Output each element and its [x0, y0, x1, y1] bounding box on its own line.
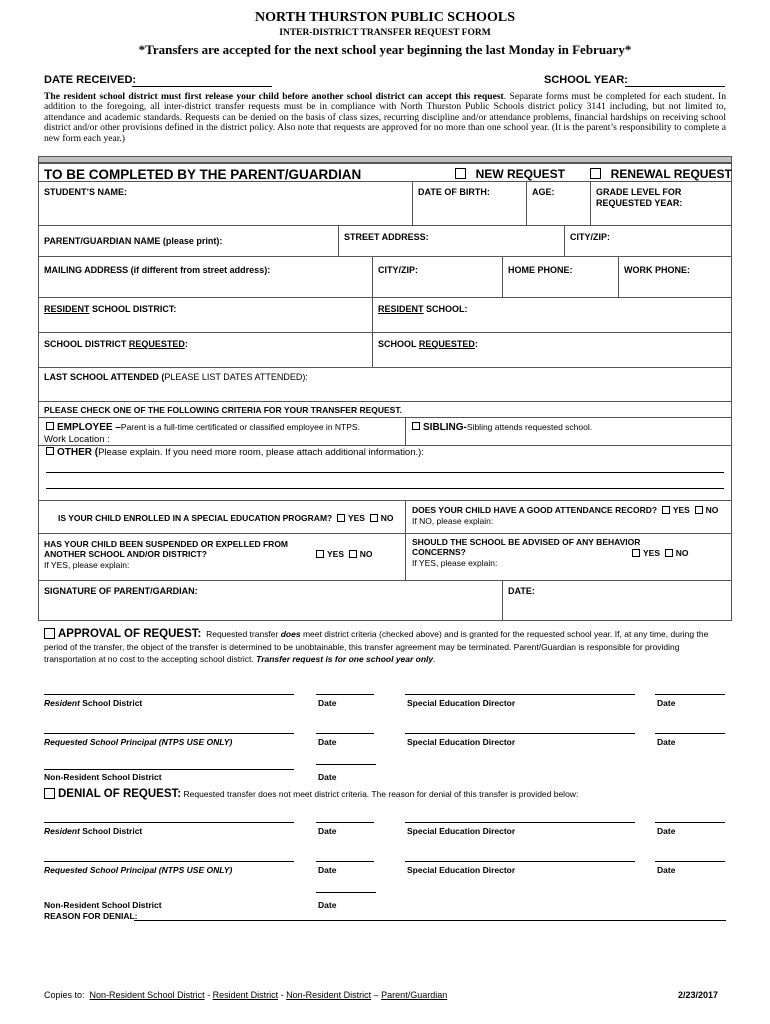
rule: [590, 181, 591, 225]
sibling-text: Sibling attends requested school.: [466, 422, 593, 432]
special-ed-question: [58, 513, 393, 524]
denial-principal-line[interactable]: [44, 861, 294, 862]
requested-underlined: REQUESTED: [128, 339, 185, 349]
approval-text-pre: Requested transfer: [206, 629, 281, 639]
district-requested-label[interactable]: [44, 339, 188, 350]
approval-one-year: Transfer request is for one school year only: [256, 654, 434, 664]
district-requested-post: :: [184, 339, 188, 349]
approval-text-end: .: [433, 654, 436, 664]
work-location-label[interactable]: Work Location :: [44, 434, 110, 445]
denial-date-label: Date: [318, 826, 337, 836]
if-yes-explain[interactable]: If YES, please explain:: [44, 560, 130, 570]
rule: [38, 445, 732, 446]
resident-underlined: RESIDENT: [44, 304, 90, 314]
denial-sped2-line[interactable]: [405, 861, 635, 862]
denial-paragraph: [44, 788, 728, 800]
intro-paragraph: [44, 92, 726, 144]
last-school-bold: LAST SCHOOL ATTENDED (: [44, 372, 165, 382]
approval-principal-date-label: Date: [318, 737, 337, 747]
rule: [502, 580, 503, 621]
yes-label: YES: [643, 548, 661, 558]
resident-rest: School District: [79, 826, 143, 836]
denial-sped2-date-line[interactable]: [655, 861, 725, 862]
denial-resident-line[interactable]: [44, 822, 294, 823]
rule: [38, 367, 732, 368]
renewal-request-checkbox[interactable]: [590, 168, 601, 179]
no-label: NO: [675, 548, 689, 558]
resident-school-label[interactable]: [378, 304, 468, 315]
district-requested-pre: SCHOOL DISTRICT: [44, 339, 129, 349]
employee-text: Parent is a full-time certificated or classified employee in NTPS.: [120, 422, 360, 432]
attendance-text: DOES YOUR CHILD HAVE A GOOD ATTENDANCE RECORD?: [412, 505, 658, 515]
last-school-label[interactable]: [44, 372, 308, 382]
if-yes-explain-2[interactable]: If YES, please explain:: [412, 558, 498, 568]
school-year-field[interactable]: [625, 86, 725, 87]
transfer-notice: *Transfers are accepted for the next school year beginning the last Monday in February*: [138, 42, 632, 57]
approval-sped2-date-label: Date: [657, 737, 676, 747]
approval-resident-date-line[interactable]: [316, 694, 374, 695]
denial-principal-date-line[interactable]: [316, 861, 374, 862]
approval-does: does: [280, 629, 301, 639]
reason-for-denial-line[interactable]: [134, 920, 726, 921]
rule: [405, 417, 406, 445]
behavior-yes-checkbox[interactable]: [632, 549, 640, 557]
approval-sped2-label: Special Education Director: [407, 737, 516, 747]
resident-underlined: RESIDENT: [378, 304, 424, 314]
signature-label[interactable]: SIGNATURE OF PARENT/GARDIAN:: [44, 586, 198, 596]
school-year-label: SCHOOL YEAR:: [544, 74, 628, 86]
parent-section-heading: TO BE COMPLETED BY THE PARENT/GUARDIAN: [44, 167, 362, 182]
denial-principal-label: Requested School Principal (NTPS USE ONLY): [44, 865, 233, 875]
approval-heading: APPROVAL OF REQUEST:: [58, 628, 202, 640]
yes-label: YES: [347, 513, 365, 523]
approval-nonresident-label: Non-Resident School District: [44, 772, 162, 782]
last-school-rest: PLEASE LIST DATES ATTENDED):: [164, 372, 308, 382]
rule: [38, 297, 732, 298]
resident-italic: Resident: [44, 826, 80, 836]
other-text: Please explain. If you need more room, please attach additional information.):: [98, 447, 424, 458]
other-line-1[interactable]: [46, 472, 724, 473]
denial-text: Requested transfer does not meet district criteria. The reason for denial of this transfer is provided below:: [183, 789, 579, 799]
new-request-label: NEW REQUEST: [475, 167, 566, 181]
denial-nonresident-label: Non-Resident School District: [44, 900, 162, 910]
approval-nonresident-date-line[interactable]: [316, 764, 376, 765]
approval-sped-date-label: Date: [657, 698, 676, 708]
special-ed-text: IS YOUR CHILD ENROLLED IN A SPECIAL EDUCATION PROGRAM?: [58, 513, 333, 523]
home-phone-label[interactable]: HOME PHONE:: [508, 265, 573, 275]
copy-parent-guardian: Parent/Guardian: [381, 990, 448, 1000]
approval-resident-label: [44, 698, 142, 709]
rule: [38, 500, 732, 501]
copy-resident-district: Resident District: [212, 990, 279, 1000]
resident-district-rest: SCHOOL DISTRICT:: [89, 304, 177, 314]
new-request-option[interactable]: [455, 167, 565, 181]
separator: -: [278, 990, 287, 1000]
street-address-label[interactable]: STREET ADDRESS:: [344, 232, 429, 242]
rule: [38, 401, 732, 402]
age-label[interactable]: AGE:: [532, 187, 555, 197]
yes-label: YES: [327, 549, 345, 559]
revision-date: 2/23/2017: [678, 990, 719, 1000]
copies-to-label: Copies to:: [44, 990, 85, 1000]
resident-rest: School District: [79, 698, 143, 708]
rule: [338, 225, 339, 256]
suspended-question: HAS YOUR CHILD BEEN SUSPENDED OR EXPELLED FROM ANOTHER SCHOOL AND/OR DISTRICT?: [44, 539, 289, 559]
rule: [38, 533, 732, 534]
rule: [38, 580, 732, 581]
denial-sped2-label: Special Education Director: [407, 865, 516, 875]
behavior-no-checkbox[interactable]: [665, 549, 673, 557]
denial-sped-line[interactable]: [405, 822, 635, 823]
date-received-label: DATE RECEIVED:: [44, 74, 137, 86]
employee-bold: EMPLOYEE –: [57, 422, 121, 433]
approval-sped2-date-line[interactable]: [655, 733, 725, 734]
grade-level-label[interactable]: GRADE LEVEL FOR REQUESTED YEAR:: [596, 187, 683, 208]
suspended-options: [316, 549, 373, 560]
denial-checkbox[interactable]: [44, 788, 55, 799]
criteria-heading: PLEASE CHECK ONE OF THE FOLLOWING CRITERIA FOR YOUR TRANSFER REQUEST.: [44, 405, 402, 415]
date-received-field[interactable]: [132, 86, 272, 87]
attendance-yes-checkbox[interactable]: [662, 506, 670, 514]
work-phone-label[interactable]: WORK PHONE:: [624, 265, 690, 275]
if-no-explain[interactable]: If NO, please explain:: [412, 516, 494, 526]
separator: -: [204, 990, 213, 1000]
city-zip-label[interactable]: CITY/ZIP:: [570, 232, 610, 242]
approval-sped-line[interactable]: [405, 694, 635, 695]
denial-sped-date-label: Date: [657, 826, 676, 836]
denial-resident-label: [44, 826, 142, 837]
renewal-request-option[interactable]: [590, 167, 732, 181]
parent-name-label[interactable]: PARENT/GUARDIAN NAME (please print):: [44, 236, 223, 246]
resident-school-rest: SCHOOL:: [423, 304, 468, 314]
approval-paragraph: [44, 628, 728, 666]
sibling-checkbox[interactable]: [412, 422, 420, 430]
resident-district-label[interactable]: [44, 304, 176, 315]
denial-sped2-date-label: Date: [657, 865, 676, 875]
sibling-option[interactable]: [412, 422, 592, 433]
approval-principal-date-line[interactable]: [316, 733, 374, 734]
rule: [38, 225, 732, 226]
rule: [38, 181, 732, 182]
intro-rest: . Separate forms must be completed for each student. In addition to the foregoing, all inter-district transfer requests must be in compliance with North Thurston Public Schools district policy 3141 including, but not limited to, attendance and academic standards. Requests can be denied on the basis of class sizes, recurring discipline and/or attendance problems, financial hardships on receiving school district and/or other provisions defined in the district policy. Also note that requests are approved for no more than one school year. (It is the parent’s responsibility to complete a new form each year.): [44, 91, 726, 144]
approval-text-post: meet district criteria (checked above) and is granted for the requested school year. If, at any time, during the period of the transfer, the object of the transfer is determined to be unobtainable, this transfer agreement may be terminated. Parent/Guardian is responsible for providing transportation at no cost to the accepting school district.: [44, 629, 709, 664]
special-ed-yes-checkbox[interactable]: [337, 514, 345, 522]
special-ed-no-checkbox[interactable]: [370, 514, 378, 522]
rule: [502, 256, 503, 297]
no-label: NO: [705, 505, 719, 515]
sibling-bold: SIBLING-: [423, 422, 467, 433]
approval-checkbox[interactable]: [44, 628, 55, 639]
behavior-options: [632, 548, 689, 559]
behavior-question: SHOULD THE SCHOOL BE ADVISED OF ANY BEHAVIOR CONCERNS?: [412, 537, 641, 557]
denial-sped-label: Special Education Director: [407, 826, 516, 836]
no-label: NO: [380, 513, 394, 523]
denial-heading: DENIAL OF REQUEST:: [58, 788, 182, 800]
other-line-2[interactable]: [46, 488, 724, 489]
reason-for-denial-label: REASON FOR DENIAL:: [44, 911, 138, 921]
denial-sped-date-line[interactable]: [655, 822, 725, 823]
rule: [405, 500, 406, 580]
new-request-checkbox[interactable]: [455, 168, 466, 179]
approval-principal-label: Requested School Principal (NTPS USE ONLY): [44, 737, 233, 747]
mailing-address-label[interactable]: MAILING ADDRESS (if different from street address):: [44, 265, 271, 275]
form-subtitle: INTER-DISTRICT TRANSFER REQUEST FORM: [279, 28, 491, 38]
other-option[interactable]: [46, 447, 424, 458]
rule: [38, 417, 732, 418]
attendance-no-checkbox[interactable]: [695, 506, 703, 514]
rule: [372, 256, 373, 297]
employee-checkbox[interactable]: [46, 422, 54, 430]
yes-label: YES: [672, 505, 690, 515]
rule: [526, 181, 527, 225]
approval-sped-label: Special Education Director: [407, 698, 516, 708]
city-zip2-label[interactable]: CITY/ZIP:: [378, 265, 418, 275]
student-name-label[interactable]: STUDENT’S NAME:: [44, 187, 127, 197]
separator: –: [371, 990, 382, 1000]
denial-principal-date-label: Date: [318, 865, 337, 875]
suspended-no-checkbox[interactable]: [349, 550, 357, 558]
other-bold: OTHER (: [57, 447, 99, 458]
copy-nonresident-school-district: Non-Resident School District: [89, 990, 205, 1000]
employee-option[interactable]: [46, 422, 360, 433]
school-requested-pre: SCHOOL: [378, 339, 419, 349]
no-label: NO: [359, 549, 373, 559]
copies-to: [44, 990, 447, 1000]
approval-sped2-line[interactable]: [405, 733, 635, 734]
form-title: NORTH THURSTON PUBLIC SCHOOLS: [255, 10, 515, 25]
section-bar: [38, 156, 732, 163]
approval-nonresident-date-label: Date: [318, 772, 337, 782]
attendance-question: [412, 505, 718, 516]
requested-underlined: REQUESTED: [418, 339, 475, 349]
intro-bold: The resident school district must first release your child before another school district can accept this request: [44, 91, 504, 102]
denial-nonresident-date-line[interactable]: [316, 892, 376, 893]
approval-resident-line[interactable]: [44, 694, 294, 695]
suspended-yes-checkbox[interactable]: [316, 550, 324, 558]
rule: [412, 181, 413, 225]
approval-principal-line[interactable]: [44, 733, 294, 734]
approval-nonresident-line[interactable]: [44, 769, 294, 770]
signature-date-label[interactable]: DATE:: [508, 586, 535, 596]
rule: [564, 225, 565, 256]
denial-nonresident-date-label: Date: [318, 900, 337, 910]
approval-sped-date-line[interactable]: [655, 694, 725, 695]
approval-date-label: Date: [318, 698, 337, 708]
school-requested-label[interactable]: [378, 339, 478, 350]
denial-resident-date-line[interactable]: [316, 822, 374, 823]
date-of-birth-label[interactable]: DATE OF BIRTH:: [418, 187, 490, 197]
rule: [38, 332, 732, 333]
other-checkbox[interactable]: [46, 447, 54, 455]
copy-nonresident-district: Non-Resident District: [286, 990, 372, 1000]
school-requested-post: :: [474, 339, 478, 349]
renewal-request-label: RENEWAL REQUEST: [610, 167, 732, 181]
rule: [618, 256, 619, 297]
rule: [38, 256, 732, 257]
resident-italic: Resident: [44, 698, 80, 708]
